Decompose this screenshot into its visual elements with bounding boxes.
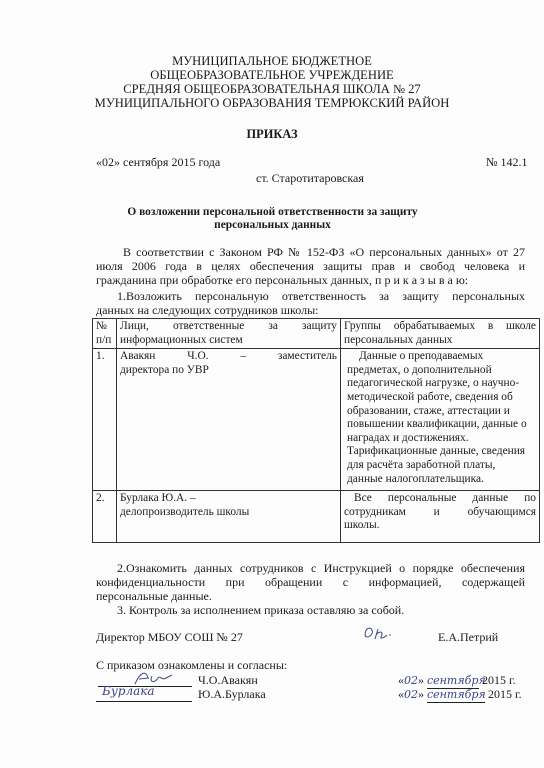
acquainted-heading: С приказом ознакомлены и согласны: <box>96 658 288 672</box>
order-date: «02» сентября 2015 года <box>96 155 221 169</box>
order-subject: О возложении персональной ответственности за защиту персональных данных <box>127 206 418 231</box>
responsibility-table <box>92 318 540 543</box>
row2-num: 2. <box>93 491 117 543</box>
director-name: Е.А.Петрий <box>438 630 499 644</box>
header-line-2: ОБЩЕОБРАЗОВАТЕЛЬНОЕ УЧРЕЖДЕНИЕ <box>150 68 394 82</box>
signature-line-2 <box>96 701 192 702</box>
item1-line-2: данных на следующих сотрудников школы: <box>96 303 319 317</box>
row1-groups: Данные о преподаваемых предметах, о дополнительной педагогической нагрузке, о научно- методической работе, сведения об образовании, стаже, аттестации и повышении квалификации, данные о наградах и достижениях. Тарификационные данные, сведения для расчёта заработной платы, данные налогоплательщика. <box>341 349 540 491</box>
item3-line: 3. Контроль за исполнением приказа оставляю за собой. <box>117 603 405 617</box>
person1-day: 02 <box>404 674 418 687</box>
preamble-line-2: июля 2006 года в целях обеспечения защиты прав и свобод человека и <box>96 259 525 273</box>
document-title: ПРИКАЗ <box>246 127 298 141</box>
header-num: № п/п <box>93 319 117 349</box>
person2-date: «02» сентября 2015 г. <box>398 687 522 701</box>
row1-num: 1. <box>93 349 117 491</box>
item1-line-1: 1.Возложить персональную ответственность за защиту персональных <box>117 289 525 303</box>
person2-year: 2015 г. <box>488 687 522 701</box>
item2-line-2: конфиденциальности при обращении с информацией, содержащей <box>96 575 525 589</box>
header-line-3: СРЕДНЯЯ ОБЩЕОБРАЗОВАТЕЛЬНАЯ ШКОЛА № 27 <box>123 82 421 96</box>
header-line-4: МУНИЦИПАЛЬНОГО ОБРАЗОВАНИЯ ТЕМРЮКСКИЙ РАЙОН <box>94 96 450 110</box>
burlaka-handwritten-name: Бурлака <box>102 684 155 698</box>
director-signature-icon <box>360 620 420 646</box>
preamble-line-3: гражданина при обработке его персональных данных, п р и к а з ы в а ю: <box>96 273 469 287</box>
person1-name: Ч.О.Авакян <box>198 673 258 687</box>
header-groups: Группы обрабатываемых в школе персональных данных <box>341 319 540 349</box>
row2-responsible: Бурлака Ю.А. – делопроизводитель школы <box>117 491 341 543</box>
person2-name: Ю.А.Бурлака <box>198 687 266 701</box>
preamble-line-1: В соответствии с Законом РФ № 152-ФЗ «О персональных данных» от 27 <box>123 245 525 259</box>
person1-year: 2015 г. <box>482 673 516 687</box>
row2-groups: Все персональные данные по сотрудникам и обучающимся школы. <box>341 491 540 543</box>
table-row <box>93 491 540 543</box>
header-line-1: МУНИЦИПАЛЬНОЕ БЮДЖЕТНОЕ <box>172 54 372 68</box>
table-header-row <box>93 319 540 349</box>
row1-responsible: Авакян Ч.О. – заместитель директора по УВР <box>117 349 341 491</box>
order-number: № 142.1 <box>486 155 528 169</box>
item2-line-3: персональные данные. <box>96 589 212 603</box>
person2-day: 02 <box>404 688 418 701</box>
person1-month: сентября <box>427 674 486 687</box>
table-row <box>93 349 540 491</box>
order-place: ст. Старотитаровская <box>256 171 364 185</box>
header-responsible: Лици, ответственные за защиту информационных систем <box>117 319 341 349</box>
person2-month: сентября <box>427 688 486 701</box>
item2-line-1: 2.Ознакомить данных сотрудников с Инструкцией о порядке обеспечения <box>117 561 525 575</box>
person1-date: «02» сентября 2015 г. <box>398 673 516 687</box>
director-title: Директор МБОУ СОШ № 27 <box>96 630 243 644</box>
